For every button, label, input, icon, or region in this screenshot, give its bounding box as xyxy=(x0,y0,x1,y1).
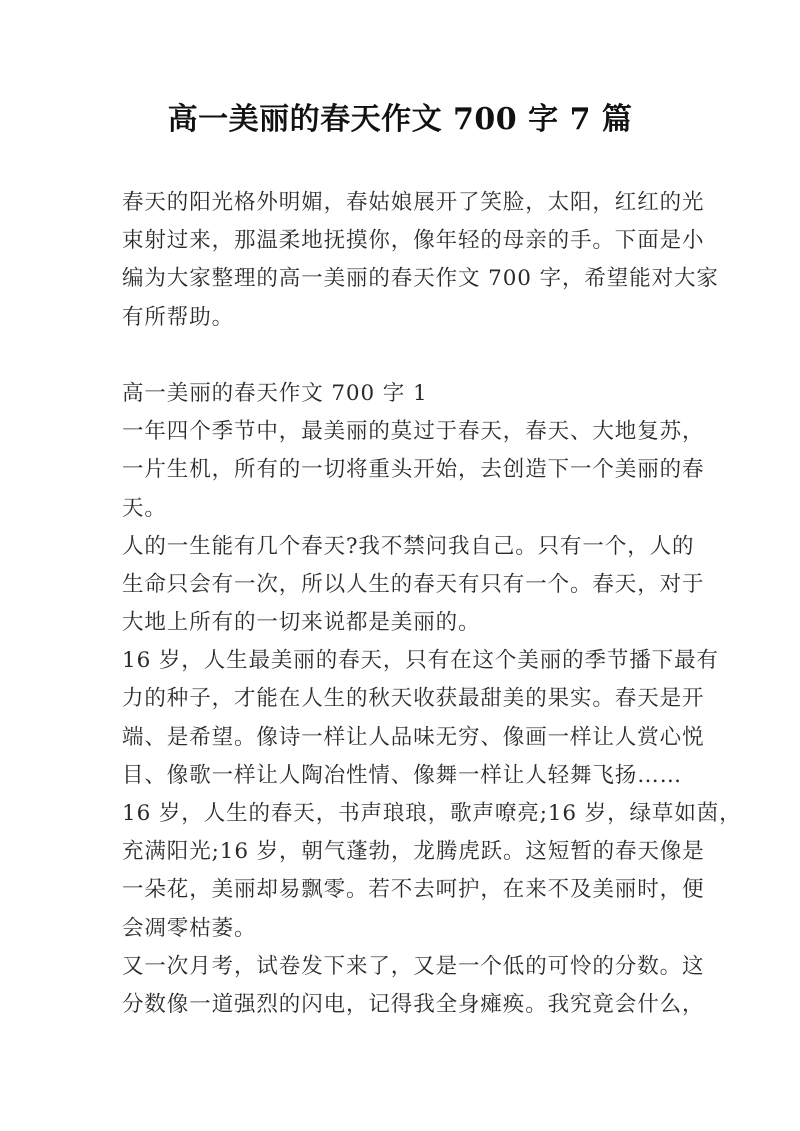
text-line: 目、像歌一样让人陶冶性情、像舞一样让人轻舞飞扬…… xyxy=(122,762,683,788)
section-heading: 高一美丽的春天作文 700 字 1 xyxy=(122,380,428,406)
text-line: 束射过来，那温柔地抚摸你，像年轻的母亲的手。下面是小 xyxy=(122,228,705,254)
document-title: 高一美丽的春天作文 700 字 7 篇 xyxy=(167,102,633,137)
text-line: 大地上所有的一切来说都是美丽的。 xyxy=(122,610,481,636)
paragraph xyxy=(122,413,705,528)
text-line: 力的种子，才能在人生的秋天收获最甜美的果实。春天是开 xyxy=(122,686,705,712)
text-line: 一年四个季节中，最美丽的莫过于春天，春天、大地复苏， xyxy=(122,419,705,445)
paragraph xyxy=(122,948,705,1024)
text-line: 端、是希望。像诗一样让人品味无穷、像画一样让人赏心悦 xyxy=(122,724,705,750)
paragraph xyxy=(122,795,742,948)
text-line: 又一次月考，试卷发下来了，又是一个低的可怜的分数。这 xyxy=(122,953,705,979)
text-line: 编为大家整理的高一美丽的春天作文 700 字，希望能对大家 xyxy=(122,266,719,292)
text-line: 一片生机，所有的一切将重头开始，去创造下一个美丽的春 xyxy=(122,457,705,483)
text-line: 16 岁，人生的春天，书声琅琅，歌声嘹亮;16 岁，绿草如茵， xyxy=(122,801,742,826)
text-line: 16 岁，人生最美丽的春天，只有在这个美丽的季节播下最有 xyxy=(122,648,719,674)
text-line: 天。 xyxy=(122,495,167,521)
text-line: 人的一生能有几个春天?我不禁问我自己。只有一个，人的 xyxy=(122,533,695,559)
paragraph xyxy=(122,528,705,643)
document-body xyxy=(122,184,742,1024)
text-line: 分数像一道强烈的闪电，记得我全身瘫痪。我究竟会什么， xyxy=(122,991,705,1017)
text-line: 春天的阳光格外明媚，春姑娘展开了笑脸，太阳，红红的光 xyxy=(122,190,705,215)
text-line: 生命只会有一次，所以人生的春天有只有一个。春天，对于 xyxy=(122,571,705,597)
intro-paragraph xyxy=(122,184,719,337)
text-line: 有所帮助。 xyxy=(122,304,235,330)
text-line: 会凋零枯萎。 xyxy=(122,915,257,941)
text-line: 充满阳光;16 岁，朝气蓬勃，龙腾虎跃。这短暂的春天像是 xyxy=(122,839,705,865)
text-line: 一朵花，美丽却易飘零。若不去呵护，在来不及美丽时，便 xyxy=(122,877,705,903)
paragraph-spacer xyxy=(122,337,684,375)
paragraph xyxy=(122,642,719,795)
